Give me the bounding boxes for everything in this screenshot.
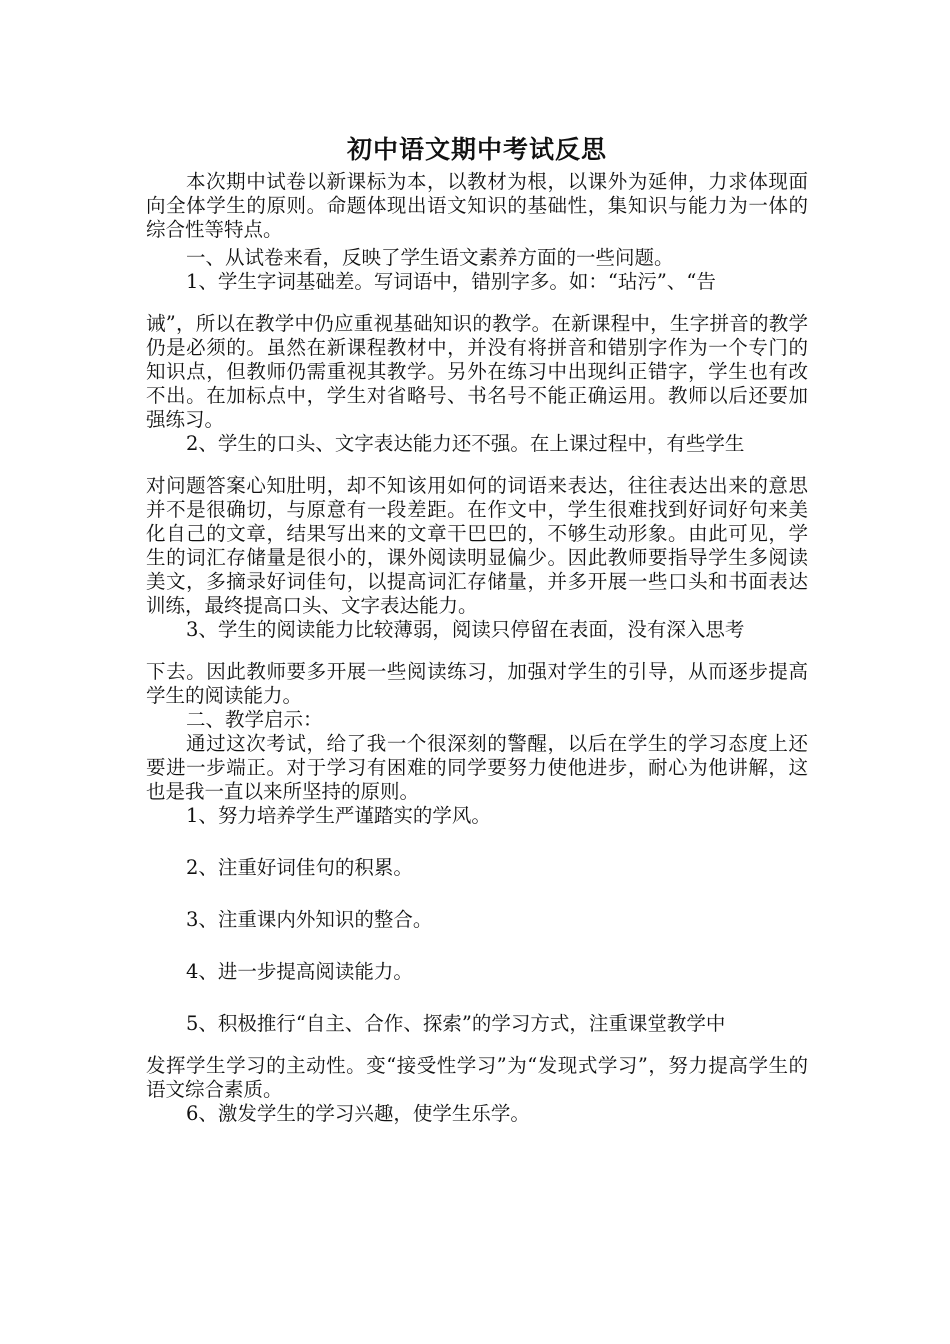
tip-item-5	[146, 1012, 808, 1102]
section1-heading: 一、从试卷来看，反映了学生语文素养方面的一些问题。	[186, 246, 674, 269]
tip-item-4: 4、进一步提高阅读能力。	[186, 960, 413, 983]
section2-heading: 二、教学启示：	[186, 708, 323, 731]
document-title: 初中语文期中考试反思	[346, 135, 607, 164]
problem-1-rest: 诫”，所以在教学中仍应重视基础知识的教学。在新课程中，生字拼音的教学仍是必须的。虽然在新课程教材中，并没有将拼音和错别字作为一个专门的知识点，但教师仍需重视其教学。另外在练习中出现纠正错字，学生也有改不出。在加标点中，学生对省略号、书名号不能正确运用。教师以后还要加强练习。	[146, 312, 808, 431]
problem-item-3	[146, 618, 808, 708]
tip-5-rest: 发挥学生学习的主动性。变“接受性学习”为“发现式学习”，努力提高学生的语文综合素质。	[146, 1054, 808, 1101]
problem-3-rest: 下去。因此教师要多开展一些阅读练习，加强对学生的引导，从而逐步提高学生的阅读能力。	[146, 660, 808, 707]
problem-2-lead: 2、学生的口头、文字表达能力还不强。在上课过程中，有些学生	[186, 432, 745, 455]
problem-3-lead: 3、学生的阅读能力比较薄弱，阅读只停留在表面，没有深入思考	[186, 618, 745, 641]
problem-item-2	[146, 432, 808, 618]
problem-item-1	[146, 270, 808, 432]
problem-2-rest: 对问题答案心知肚明，却不知该用如何的词语来表达，往往表达出来的意思并不是很确切，与原意有一段差距。在作文中，学生很难找到好词好句来美化自己的文章，结果写出来的文章干巴巴的，不够生动形象。由此可见，学生的词汇存储量是很小的，课外阅读明显偏少。因此教师要指导学生多阅读美文，多摘录好词佳句，以提高词汇存储量，并多开展一些口头和书面表达训练，最终提高口头、文字表达能力。	[146, 474, 808, 617]
tip-item-2: 2、注重好词佳句的积累。	[186, 856, 413, 879]
tip-item-6: 6、激发学生的学习兴趣，使学生乐学。	[186, 1102, 530, 1125]
tip-item-1: 1、努力培养学生严谨踏实的学风。	[186, 804, 491, 827]
document-page	[146, 130, 808, 1126]
section2-intro: 通过这次考试，给了我一个很深刻的警醒，以后在学生的学习态度上还要进一步端正。对于学习有困难的同学要努力使他进步，耐心为他讲解，这也是我一直以来所坚持的原则。	[146, 732, 808, 803]
problem-1-lead: 1、学生字词基础差。写词语中，错别字多。如：“玷污”、“告	[186, 270, 716, 293]
tip-5-lead: 5、积极推行“自主、合作、探索”的学习方式，注重课堂教学中	[186, 1012, 726, 1035]
intro-paragraph: 本次期中试卷以新课标为本，以教材为根，以课外为延伸，力求体现面向全体学生的原则。命题体现出语文知识的基础性，集知识与能力为一体的综合性等特点。	[146, 170, 808, 241]
tip-item-3: 3、注重课内外知识的整合。	[186, 908, 433, 931]
